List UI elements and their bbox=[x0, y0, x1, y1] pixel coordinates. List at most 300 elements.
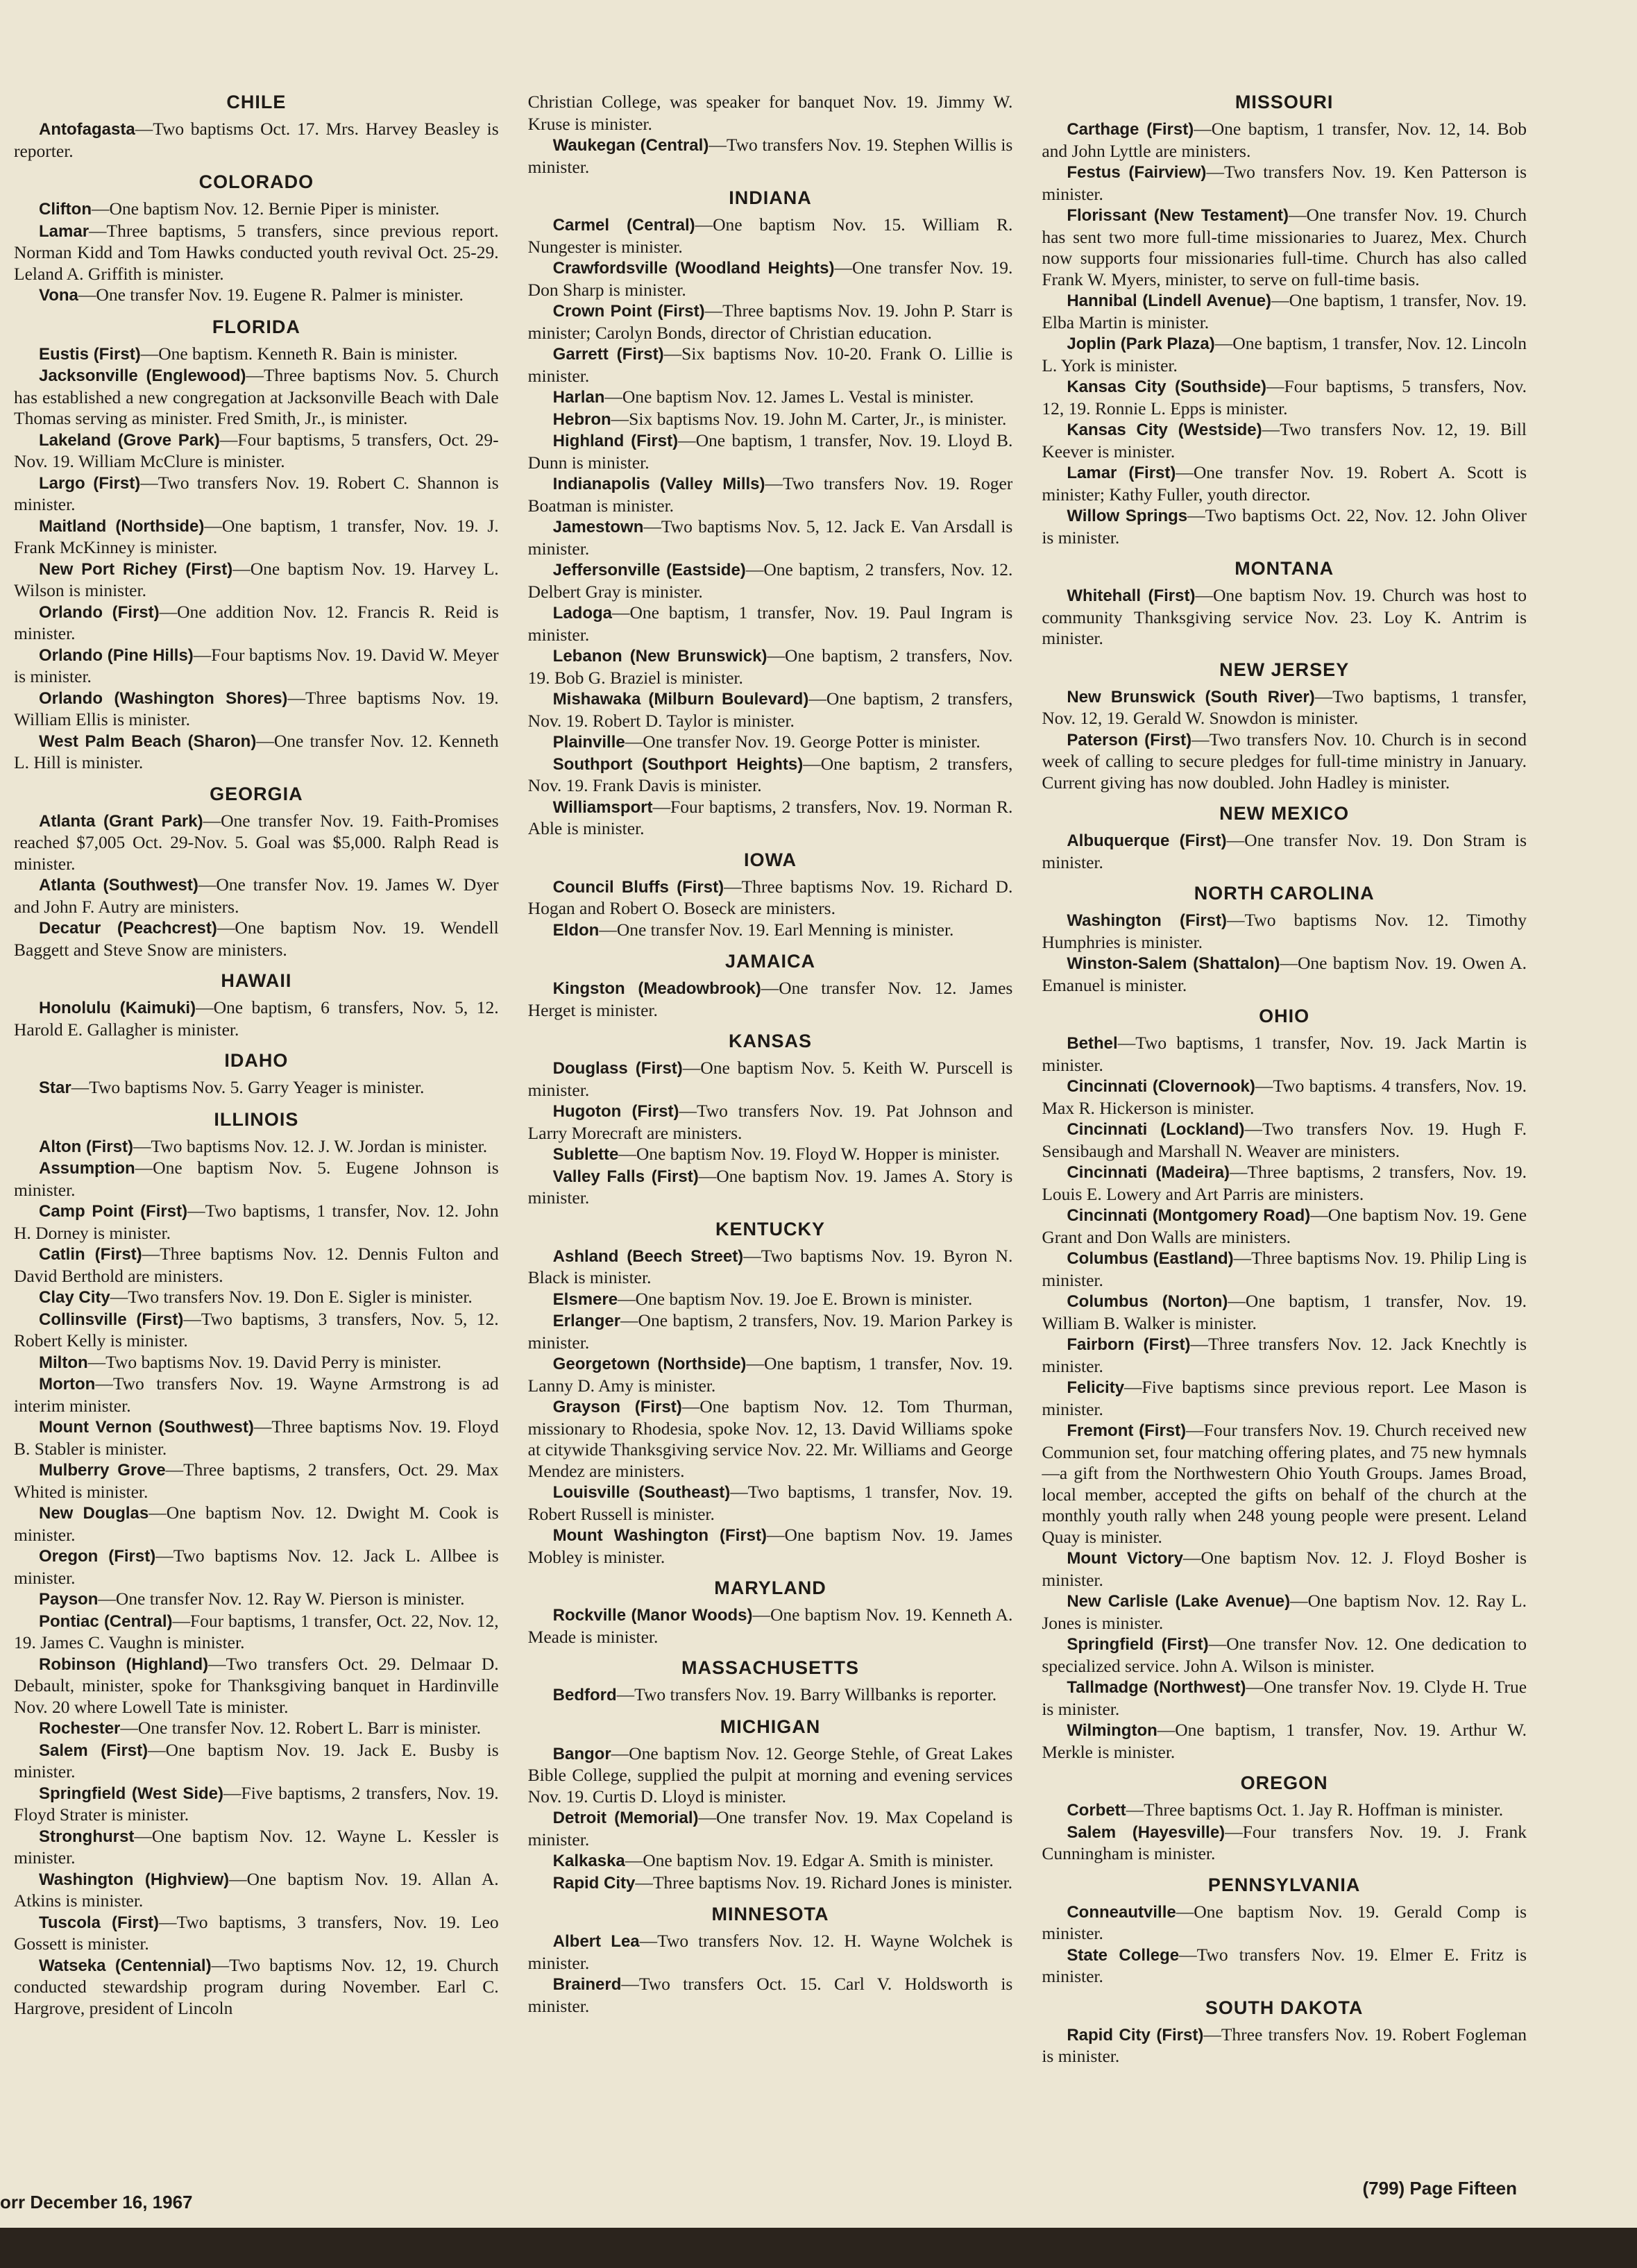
church-name: Jeffersonville (Eastside) bbox=[552, 561, 746, 579]
church-name: Camp Point (First) bbox=[39, 1202, 188, 1221]
report-text: —Two baptisms, 1 transfer, Nov. 12. John H. Dorney is minister. bbox=[14, 1201, 499, 1243]
church-report bbox=[528, 797, 1013, 840]
column-left bbox=[14, 92, 499, 2174]
church-name: New Brunswick (South River) bbox=[1067, 687, 1315, 706]
report-text: —One transfer Nov. 19. James W. Dyer and John F. Autry are ministers. bbox=[14, 874, 499, 917]
church-report bbox=[14, 1201, 499, 1244]
report-text: —Two transfers Nov. 19. Hugh F. Sensibaugh and Marshall N. Weaver are ministers. bbox=[1042, 1119, 1527, 1161]
church-report bbox=[528, 920, 1013, 942]
church-report bbox=[1042, 290, 1527, 333]
church-report bbox=[14, 1416, 499, 1459]
report-text: —One transfer Nov. 12. Ray W. Pierson is minister. bbox=[98, 1589, 465, 1609]
state-heading: KENTUCKY bbox=[715, 1218, 826, 1239]
report-text: —Three baptisms, 2 transfers, Nov. 19. Louis E. Lowery and Art Parris are ministers. bbox=[1042, 1162, 1527, 1204]
church-name: Cincinnati (Clovernook) bbox=[1067, 1077, 1255, 1096]
church-report bbox=[1042, 162, 1527, 205]
church-report bbox=[14, 1309, 499, 1352]
church-report bbox=[1042, 1677, 1527, 1720]
church-name: Mount Vernon (Southwest) bbox=[39, 1418, 254, 1437]
report-text: —One baptism Nov. 19. Floyd W. Hopper is minister. bbox=[618, 1144, 1000, 1164]
church-report bbox=[1042, 1902, 1527, 1945]
state-heading: NORTH CAROLINA bbox=[1194, 883, 1375, 904]
report-text: —Two baptisms Nov. 12, 19. Church conducted stewardship program during November. Earl C. Hargrove, president of Lincoln bbox=[14, 1954, 499, 2018]
report-text: —One transfer Nov. 19. Earl Menning is minister. bbox=[599, 919, 954, 940]
church-name: Rapid City (First) bbox=[1067, 2025, 1204, 2045]
church-name: Douglass (First) bbox=[552, 1059, 683, 1078]
state-heading: COLORADO bbox=[198, 171, 314, 192]
church-report bbox=[528, 1166, 1013, 1209]
church-report bbox=[1042, 376, 1527, 419]
report-text: —Two transfers Oct. 15. Carl V. Holdsworth is minister. bbox=[527, 1974, 1013, 2016]
church-name: Georgetown (Northside) bbox=[552, 1355, 747, 1373]
church-name: Star bbox=[39, 1078, 71, 1097]
report-text: —Four baptisms, 5 transfers, Oct. 29-Nov. 19. William McClure is minister. bbox=[14, 429, 499, 471]
church-name: Valley Falls (First) bbox=[552, 1167, 699, 1186]
report-text: —One baptism, 2 transfers, Nov. 19. Frank Davis is minister. bbox=[527, 753, 1013, 795]
church-name: Orlando (Pine Hills) bbox=[39, 645, 194, 665]
report-text: —One baptism Nov. 19. Church was host to community Thanksgiving service Nov. 23. Loy K. Antrim is minister. bbox=[1042, 585, 1527, 648]
church-name: Jamestown bbox=[552, 518, 644, 536]
state-heading: INDIANA bbox=[729, 187, 812, 208]
church-name: Cincinnati (Madeira) bbox=[1067, 1163, 1230, 1182]
church-report bbox=[528, 516, 1013, 559]
church-name: Maitland (Northside) bbox=[39, 516, 205, 536]
church-name: Honolulu (Kaimuki) bbox=[39, 999, 196, 1017]
church-name: Springfield (West Side) bbox=[39, 1784, 224, 1803]
church-name: Williamsport bbox=[552, 797, 653, 817]
church-name: Eldon bbox=[552, 920, 600, 940]
issue-date: orr December 16, 1967 bbox=[0, 2192, 193, 2212]
report-text: —Four baptisms, 2 transfers, Nov. 19. Norman R. Able is minister. bbox=[527, 796, 1013, 838]
report-text: —Three baptisms, 2 transfers, Oct. 29. Max Whited is minister. bbox=[14, 1459, 499, 1502]
report-text: —One baptism Nov. 19. Harvey L. Wilson is minister. bbox=[14, 558, 499, 600]
church-report bbox=[528, 731, 1013, 754]
report-text: —Three baptisms Nov. 19. William Ellis is minister. bbox=[14, 687, 499, 729]
church-report bbox=[528, 1850, 1013, 1872]
news-columns bbox=[14, 92, 1527, 2174]
church-name: Erlanger bbox=[552, 1312, 621, 1330]
church-report bbox=[528, 1310, 1013, 1353]
column-right bbox=[1042, 92, 1527, 2174]
church-name: Milton bbox=[39, 1353, 88, 1372]
report-text: —One baptism Nov. 19. Owen A. Emanuel is minister. bbox=[1042, 953, 1527, 995]
report-text: —One transfer Nov. 19. Faith-Promises reached $7,005 Oct. 29-Nov. 5. Goal was $5,000. Ralph Read is minister. bbox=[14, 810, 499, 874]
church-report bbox=[528, 754, 1013, 797]
church-name: Ashland (Beech Street) bbox=[552, 1246, 744, 1266]
page-bottom-edge bbox=[0, 2228, 1637, 2268]
church-report bbox=[1042, 1591, 1527, 1634]
report-text: —Three baptisms Nov. 19. John P. Starr is minister; Carolyn Bonds, director of Christian education. bbox=[527, 301, 1013, 343]
state-heading: KANSAS bbox=[729, 1031, 813, 1051]
church-report bbox=[14, 1589, 499, 1611]
church-name: Bangor bbox=[552, 1744, 611, 1763]
report-text: —One baptism Nov. 12. Ray L. Jones is minister. bbox=[1042, 1591, 1527, 1633]
church-report bbox=[14, 430, 499, 473]
church-report bbox=[528, 1931, 1013, 1974]
church-name: Mount Victory bbox=[1067, 1549, 1183, 1568]
report-text: —One transfer Nov. 12. James Herget is minister. bbox=[527, 978, 1013, 1020]
state-heading: MISSOURI bbox=[1235, 92, 1334, 112]
church-name: Bedford bbox=[552, 1686, 617, 1704]
church-report bbox=[528, 1743, 1013, 1808]
church-report bbox=[14, 731, 499, 774]
church-name: Florissant (New Testament) bbox=[1067, 206, 1289, 225]
church-report bbox=[14, 1718, 499, 1740]
report-text: —One transfer Nov. 19. George Potter is minister. bbox=[625, 731, 981, 752]
report-text: —One baptism Nov. 19. James Mobley is minister. bbox=[527, 1525, 1013, 1567]
report-text: —One baptism, 1 transfer, Nov. 12, 14. Bob and John Lyttle are ministers. bbox=[1042, 119, 1527, 161]
state-heading: PENNSYLVANIA bbox=[1207, 1874, 1361, 1895]
church-report bbox=[14, 1955, 499, 2020]
church-report bbox=[14, 811, 499, 875]
church-name: Garrett (First) bbox=[552, 345, 664, 364]
church-report bbox=[528, 409, 1013, 431]
church-name: Conneautville bbox=[1067, 1902, 1176, 1922]
report-text: —Two baptisms Nov. 5, 12. Jack E. Van Arsdall is minister. bbox=[527, 516, 1013, 559]
report-text: —Two baptisms. 4 transfers, Nov. 19. Max R. Hickerson is minister. bbox=[1042, 1076, 1527, 1118]
state-heading: SOUTH DAKOTA bbox=[1205, 1997, 1364, 2018]
report-text: —One baptism, 1 transfer, Nov. 19. Lanny D. Amy is minister. bbox=[527, 1353, 1013, 1396]
church-report bbox=[528, 344, 1013, 387]
church-name: Plainville bbox=[552, 733, 625, 752]
report-text: —Two transfers Nov. 19. Elmer E. Fritz is minister. bbox=[1042, 1944, 1527, 1986]
report-text: —Two baptisms, 3 transfers, Nov. 5, 12. Robert Kelly is minister. bbox=[14, 1308, 499, 1351]
church-name: Ladoga bbox=[552, 604, 613, 623]
church-name: Joplin (Park Plaza) bbox=[1067, 335, 1215, 353]
church-name: Hebron bbox=[552, 409, 611, 429]
church-report bbox=[528, 214, 1013, 257]
church-report bbox=[1042, 333, 1527, 376]
church-report bbox=[14, 1244, 499, 1287]
report-text: —One baptism, 2 transfers, Nov. 19. Robert D. Taylor is minister. bbox=[527, 688, 1013, 731]
church-name: Columbus (Eastland) bbox=[1067, 1249, 1234, 1268]
church-report bbox=[528, 1974, 1013, 2017]
report-text: —One baptism, 1 transfer, Nov. 19. Arthur W. Merkle is minister. bbox=[1042, 1720, 1527, 1762]
church-report bbox=[1042, 910, 1527, 953]
church-name: Washington (First) bbox=[1067, 911, 1228, 930]
church-report bbox=[528, 473, 1013, 516]
column-middle bbox=[528, 92, 1013, 2174]
church-name: Stronghurst bbox=[39, 1827, 135, 1846]
church-report bbox=[528, 1872, 1013, 1895]
state-heading: NEW JERSEY bbox=[1219, 659, 1350, 680]
report-text: —Two transfers Nov. 19. Robert C. Shannon is minister. bbox=[14, 472, 499, 514]
state-heading: OREGON bbox=[1240, 1772, 1328, 1793]
church-name: Atlanta (Southwest) bbox=[39, 876, 198, 895]
church-name: Decatur (Peachcrest) bbox=[39, 919, 217, 938]
church-name: Corbett bbox=[1067, 1801, 1126, 1820]
report-text: —One baptism, 2 transfers, Nov. 19. Bob G. Braziel is minister. bbox=[527, 645, 1013, 688]
report-text: —One baptism, 1 transfer, Nov. 12. Lincoln L. York is minister. bbox=[1042, 333, 1527, 375]
report-text: —One baptism Nov. 12. Wayne L. Kessler is minister. bbox=[14, 1825, 499, 1868]
report-text: —One baptism, 1 transfer, Nov. 19. William B. Walker is minister. bbox=[1042, 1291, 1527, 1333]
church-name: Kingston (Meadowbrook) bbox=[552, 979, 761, 998]
church-name: Collinsville (First) bbox=[39, 1310, 184, 1329]
church-report bbox=[1042, 1205, 1527, 1248]
church-name: Springfield (First) bbox=[1067, 1635, 1209, 1654]
state-heading: IOWA bbox=[744, 849, 797, 870]
church-report bbox=[14, 1287, 499, 1309]
report-text: —Five baptisms, 2 transfers, Nov. 19. Floyd Strater is minister. bbox=[14, 1782, 499, 1825]
report-text: —Two baptisms Nov. 12. J. W. Jordan is minister. bbox=[133, 1135, 488, 1156]
church-report bbox=[1042, 2024, 1527, 2067]
church-report bbox=[1042, 419, 1527, 462]
church-name: Crawfordsville (Woodland Heights) bbox=[552, 259, 835, 278]
church-report bbox=[1042, 1420, 1527, 1548]
church-name: Willow Springs bbox=[1067, 507, 1188, 525]
church-report bbox=[1042, 1076, 1527, 1119]
church-report bbox=[1042, 1822, 1527, 1865]
state-heading: GEORGIA bbox=[210, 783, 303, 804]
church-name: Clay City bbox=[39, 1288, 110, 1307]
church-name: Detroit (Memorial) bbox=[552, 1809, 699, 1827]
church-name: Mishawaka (Milburn Boulevard) bbox=[552, 690, 809, 709]
report-text: —One transfer Nov. 19. Eugene R. Palmer is minister. bbox=[78, 285, 464, 305]
report-text: —Three baptisms Nov. 19. Floyd B. Stabler is minister. bbox=[14, 1416, 499, 1459]
church-name: Tallmadge (Northwest) bbox=[1067, 1678, 1246, 1697]
church-name: Highland (First) bbox=[552, 432, 679, 450]
report-text: —One baptism Nov. 19. Joe E. Brown is minister. bbox=[618, 1288, 973, 1309]
report-text: —Four baptisms, 5 transfers, Nov. 12, 19. Ronnie L. Epps is minister. bbox=[1042, 376, 1527, 418]
church-name: Lamar bbox=[39, 221, 90, 241]
church-report bbox=[14, 1869, 499, 1912]
church-report bbox=[14, 1740, 499, 1783]
church-report bbox=[528, 978, 1013, 1021]
state-heading: JAMAICA bbox=[725, 951, 816, 972]
church-report bbox=[528, 387, 1013, 409]
church-name: Largo (First) bbox=[39, 473, 141, 493]
church-name: State College bbox=[1067, 1945, 1180, 1965]
church-name: Antofagasta bbox=[39, 120, 135, 139]
report-text: —One baptism Nov. 19. Wendell Baggett and Steve Snow are ministers. bbox=[14, 917, 499, 960]
report-text: —One transfer Nov. 19. Church has sent two more full-time missionaries to Juarez, Mex. Church now supports four missionaries full-time. Church has also called Frank W. Myers, minister, to serve on full-time basis. bbox=[1042, 205, 1527, 289]
report-text: —One baptism Nov. 12. James L. Vestal is minister. bbox=[604, 387, 974, 407]
church-report bbox=[1042, 1634, 1527, 1677]
church-report bbox=[1042, 462, 1527, 505]
report-text: —One baptism Nov. 19. Jack E. Busby is minister. bbox=[14, 1739, 499, 1782]
church-name: Grayson (First) bbox=[552, 1398, 682, 1416]
church-name: Eustis (First) bbox=[39, 344, 141, 364]
church-name: Lebanon (New Brunswick) bbox=[552, 647, 767, 666]
report-text: —Two transfers Nov. 19. Ken Patterson is minister. bbox=[1042, 162, 1527, 204]
church-name: Kansas City (Westside) bbox=[1067, 421, 1262, 439]
report-text: —Four transfers Nov. 19. J. Frank Cunningham is minister. bbox=[1042, 1821, 1527, 1863]
church-name: Crown Point (First) bbox=[552, 302, 705, 321]
church-name: Hannibal (Lindell Avenue) bbox=[1067, 291, 1272, 310]
church-name: Tuscola (First) bbox=[39, 1913, 160, 1932]
report-text: —One baptism Nov. 12. Dwight M. Cook is minister. bbox=[14, 1503, 499, 1545]
church-name: Festus (Fairview) bbox=[1067, 163, 1207, 182]
church-name: Assumption bbox=[39, 1159, 135, 1178]
church-report bbox=[1042, 1291, 1527, 1334]
report-text: —Three baptisms Nov. 19. Philip Ling is minister. bbox=[1042, 1248, 1527, 1290]
church-name: Hugoton (First) bbox=[552, 1102, 679, 1121]
church-name: Salem (Hayesville) bbox=[1067, 1822, 1225, 1842]
report-text: —One baptism Nov. 5. Keith W. Purscell is minister. bbox=[527, 1058, 1013, 1100]
report-text: —One baptism Nov. 12. Tom Thurman, missionary to Rhodesia, spoke Nov. 12, 13. David Williams spoke at citywide Thanksgiving service Nov. 22. Mr. Williams and George Mendez are ministers. bbox=[527, 1396, 1013, 1481]
church-report bbox=[528, 1289, 1013, 1311]
church-name: Fremont (First) bbox=[1067, 1421, 1187, 1440]
church-name: New Douglas bbox=[39, 1504, 149, 1523]
report-text: —Two transfers Oct. 29. Delmaar D. Debault, minister, spoke for Thanksgiving banquet in Hardinville Nov. 20 where Lowell Tate is minister. bbox=[14, 1653, 499, 1717]
church-report bbox=[528, 301, 1013, 344]
church-report bbox=[528, 135, 1013, 178]
church-report bbox=[14, 1136, 499, 1158]
report-text: —Three transfers Nov. 19. Robert Fogleman is minister. bbox=[1042, 2024, 1527, 2066]
church-name: Jacksonville (Englewood) bbox=[39, 366, 246, 385]
church-report bbox=[14, 1158, 499, 1201]
church-report bbox=[1042, 830, 1527, 873]
church-report bbox=[528, 688, 1013, 731]
church-report bbox=[14, 221, 499, 285]
report-text: —One transfer Nov. 12. One dedication to specialized service. John A. Wilson is minister. bbox=[1042, 1634, 1527, 1676]
church-name: Pontiac (Central) bbox=[39, 1611, 173, 1631]
report-text: —Two baptisms Nov. 12. Timothy Humphries is minister. bbox=[1042, 910, 1527, 952]
church-name: Harlan bbox=[552, 388, 605, 407]
church-report bbox=[1042, 953, 1527, 996]
church-name: Sublette bbox=[552, 1145, 619, 1164]
church-report bbox=[14, 1654, 499, 1718]
report-text: —One baptism, 2 transfers, Nov. 19. Marion Parkey is minister. bbox=[527, 1310, 1013, 1353]
church-report bbox=[14, 997, 499, 1040]
report-text: —Two baptisms, 1 transfer, Nov. 19. Robert Russell is minister. bbox=[527, 1482, 1013, 1524]
church-report bbox=[1042, 1334, 1527, 1377]
church-report bbox=[528, 1684, 1013, 1707]
church-report bbox=[528, 1525, 1013, 1568]
report-text: —One baptism, 1 transfer, Nov. 19. Lloyd B. Dunn is minister. bbox=[527, 430, 1013, 473]
report-text: —Two baptisms, 1 transfer, Nov. 12, 19. Gerald W. Snowdon is minister. bbox=[1042, 686, 1527, 728]
church-name: Robinson (Highland) bbox=[39, 1655, 209, 1674]
state-heading: NEW MEXICO bbox=[1219, 803, 1350, 824]
church-report bbox=[528, 1396, 1013, 1482]
church-name: Lamar (First) bbox=[1067, 464, 1176, 482]
report-text: —Four transfers Nov. 19. Church received new Communion set, four matching offering plates, and 75 new hymnals—a gift from the Northwestern Ohio Youth Groups. James Broad, local member, accepted the gifts on behalf of the church at the monthly youth rally when 248 young people were present. Leland Quay is minister. bbox=[1042, 1420, 1527, 1547]
church-name: Cincinnati (Lockland) bbox=[1067, 1120, 1245, 1139]
report-text: —One baptism Nov. 19. Kenneth A. Meade is minister. bbox=[527, 1605, 1013, 1647]
church-name: Whitehall (First) bbox=[1067, 586, 1196, 605]
church-report bbox=[14, 1546, 499, 1589]
state-heading: OHIO bbox=[1259, 1006, 1310, 1026]
state-heading: CHILE bbox=[226, 92, 287, 112]
church-report bbox=[14, 285, 499, 307]
report-text: —One baptism, 6 transfers, Nov. 5, 12. Harold E. Gallagher is minister. bbox=[14, 997, 499, 1040]
church-name: Mount Washington (First) bbox=[552, 1526, 767, 1545]
state-heading: MARYLAND bbox=[714, 1577, 826, 1598]
report-text: —Three baptisms Nov. 12. Dennis Fulton and David Berthold are ministers. bbox=[14, 1244, 499, 1286]
report-text: —Two baptisms Nov. 12. Jack L. Allbee is minister. bbox=[14, 1546, 499, 1588]
church-name: Paterson (First) bbox=[1067, 730, 1192, 750]
church-name: Southport (Southport Heights) bbox=[552, 754, 804, 774]
church-name: Winston-Salem (Shattalon) bbox=[1067, 954, 1280, 973]
church-report bbox=[14, 688, 499, 731]
church-report bbox=[528, 1353, 1013, 1396]
state-heading: MASSACHUSETTS bbox=[681, 1657, 860, 1678]
report-text: —One baptism Nov. 12. Bernie Piper is minister. bbox=[91, 198, 440, 219]
church-report bbox=[528, 1482, 1013, 1525]
church-report bbox=[14, 1077, 499, 1099]
report-text: —One baptism, 1 transfer, Nov. 19. Paul Ingram is minister. bbox=[527, 602, 1013, 645]
report-text: —One baptism Nov. 12. George Stehle, of Great Lakes Bible College, supplied the pulpit at morning and evening services Nov. 19. Curtis D. Lloyd is minister. bbox=[527, 1743, 1013, 1806]
church-report bbox=[528, 1605, 1013, 1648]
church-report bbox=[14, 874, 499, 917]
report-text: —Three transfers Nov. 12. Jack Knechtly is minister. bbox=[1042, 1334, 1527, 1376]
church-report bbox=[14, 1826, 499, 1869]
church-report bbox=[528, 1807, 1013, 1850]
church-name: Felicity bbox=[1067, 1378, 1125, 1397]
report-text: —One baptism Nov. 19. Allan A. Atkins is minister. bbox=[14, 1868, 499, 1911]
church-name: Columbus (Norton) bbox=[1067, 1292, 1228, 1311]
report-text: —One transfer Nov. 19. Don Stram is minister. bbox=[1042, 830, 1527, 872]
church-report bbox=[528, 1246, 1013, 1289]
church-name: Oregon (First) bbox=[39, 1547, 156, 1566]
state-heading: MINNESOTA bbox=[711, 1904, 829, 1924]
church-name: Mulberry Grove bbox=[39, 1461, 166, 1480]
report-text: —Two transfers Nov. 19. Pat Johnson and Larry Morecraft are ministers. bbox=[527, 1101, 1013, 1143]
report-text: —Two transfers Nov. 19. Barry Willbanks is reporter. bbox=[616, 1684, 997, 1704]
report-text: —Four baptisms, 1 transfer, Oct. 22, Nov. 12, 19. James C. Vaughn is minister. bbox=[14, 1610, 499, 1652]
church-report bbox=[14, 1611, 499, 1654]
report-text: —One baptism, 2 transfers, Nov. 12. Delbert Gray is minister. bbox=[527, 559, 1013, 602]
church-name: Brainerd bbox=[552, 1975, 622, 1994]
report-text: —Two baptisms Oct. 22, Nov. 12. John Oliver is minister. bbox=[1042, 505, 1527, 548]
report-text: —One baptism Nov. 5. Eugene Johnson is minister. bbox=[14, 1158, 499, 1200]
church-name: Orlando (First) bbox=[39, 602, 160, 622]
report-text: —Four baptisms Nov. 19. David W. Meyer is minister. bbox=[14, 644, 499, 686]
church-name: Kansas City (Southside) bbox=[1067, 378, 1267, 396]
report-text: —One transfer Nov. 19. Clyde H. True is minister. bbox=[1042, 1677, 1527, 1719]
church-report bbox=[14, 602, 499, 645]
state-heading: MICHIGAN bbox=[720, 1716, 821, 1737]
report-text: —One addition Nov. 12. Francis R. Reid is minister. bbox=[14, 601, 499, 643]
report-text: —Two baptisms Nov. 5. Garry Yeager is minister. bbox=[71, 1077, 425, 1097]
church-report bbox=[1042, 1119, 1527, 1162]
church-name: Albert Lea bbox=[552, 1932, 640, 1951]
church-report bbox=[528, 257, 1013, 301]
report-text: —One transfer Nov. 19. Max Copeland is minister. bbox=[527, 1807, 1013, 1850]
church-report bbox=[1042, 1800, 1527, 1822]
report-text: —Six baptisms Nov. 10-20. Frank O. Lillie is minister. bbox=[527, 344, 1013, 386]
church-report bbox=[528, 1058, 1013, 1101]
church-report bbox=[14, 1912, 499, 1955]
report-text: —One baptism Nov. 19. Edgar A. Smith is minister. bbox=[625, 1850, 994, 1870]
report-text: —Two transfers Nov. 12, 19. Bill Keever is minister. bbox=[1042, 419, 1527, 462]
church-name: Watseka (Centennial) bbox=[39, 1956, 212, 1975]
church-name: Indianapolis (Valley Mills) bbox=[552, 475, 765, 493]
church-name: Orlando (Washington Shores) bbox=[39, 688, 288, 708]
report-text: —Two transfers Nov. 12. H. Wayne Wolchek is minister. bbox=[527, 1931, 1013, 1973]
report-text: —One baptism Nov. 19. James A. Story is minister. bbox=[527, 1165, 1013, 1208]
church-name: Waukegan (Central) bbox=[552, 136, 709, 155]
church-name: New Carlisle (Lake Avenue) bbox=[1067, 1592, 1291, 1611]
church-report bbox=[14, 1373, 499, 1416]
report-text: —One baptism. Kenneth R. Bain is minister. bbox=[140, 343, 458, 364]
church-report bbox=[14, 1459, 499, 1503]
church-report bbox=[1042, 1720, 1527, 1763]
report-text: —One transfer Nov. 12. Kenneth L. Hill is minister. bbox=[14, 730, 499, 772]
church-report bbox=[1042, 505, 1527, 548]
report-text: —Six baptisms Nov. 19. John M. Carter, Jr., is minister. bbox=[611, 408, 1007, 429]
church-report bbox=[14, 344, 499, 366]
church-report bbox=[528, 602, 1013, 645]
church-name: Albuquerque (First) bbox=[1067, 831, 1227, 850]
report-text: —Two baptisms Nov. 19. David Perry is minister. bbox=[87, 1351, 442, 1372]
report-text: —Three baptisms Nov. 19. Richard D. Hogan and Robert O. Boseck are ministers. bbox=[527, 876, 1013, 918]
report-text: —One baptism Nov. 15. William R. Nungester is minister. bbox=[527, 214, 1013, 257]
church-name: Fairborn (First) bbox=[1067, 1335, 1191, 1354]
report-text: Christian College, was speaker for banquet Nov. 19. Jimmy W. Kruse is minister. bbox=[527, 92, 1013, 134]
church-name: Clifton bbox=[39, 200, 92, 219]
church-name: Rapid City bbox=[552, 1873, 636, 1893]
